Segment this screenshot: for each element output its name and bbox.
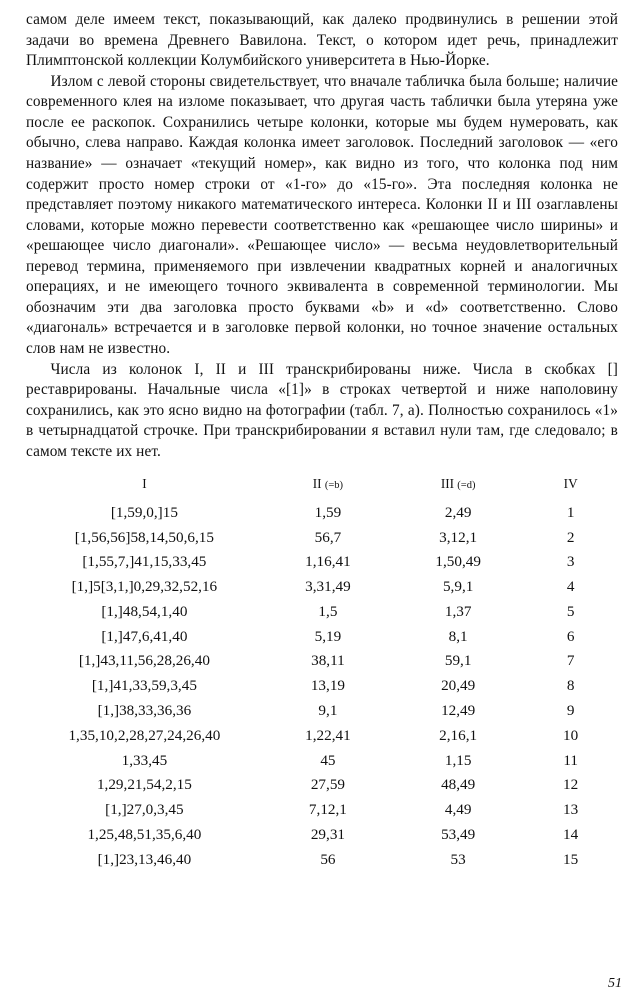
cell-col3: 12,49 xyxy=(441,702,476,720)
cell-col2: 27,59 xyxy=(310,776,345,794)
cell-col1: [1,]48,54,1,40 xyxy=(101,602,188,620)
column-header-1 xyxy=(26,474,263,500)
table-header-row xyxy=(26,474,618,500)
cell-col3: 8,1 xyxy=(448,627,468,645)
cell-col4: 10 xyxy=(563,726,579,744)
cell-col1: [1,55,7,]41,15,33,45 xyxy=(82,553,207,571)
cell-col2: 38,11 xyxy=(311,652,345,670)
cell-col1: [1,]43,11,56,28,26,40 xyxy=(78,652,210,670)
column-header-3 xyxy=(393,474,523,500)
paragraph-1: самом деле имеем текст, показывающий, как далеко продвинулись в решении этой задачи во времена Древнего Вавилона. Текст, о котором идет речь, принадлежит Плимптонской коллекции Колумбийского университета в Нью-Йорке. xyxy=(26,11,618,70)
column-header-3-main: III xyxy=(440,476,454,492)
table-row xyxy=(26,500,618,525)
cell-col2: 1,59 xyxy=(314,503,342,521)
table-row xyxy=(26,624,618,649)
cell-col3: 4,49 xyxy=(444,801,472,819)
cell-col4: 1 xyxy=(566,503,575,521)
cell-col4: 5 xyxy=(566,602,575,620)
column-header-2-main: II xyxy=(312,476,322,492)
cell-col1: 1,33,45 xyxy=(121,751,168,769)
paragraph-3: Числа из колонок I, II и III транскрибированы ниже. Числа в скобках [] реставрированы. Начальные числа «[1]» в строках четвертой и ниже наполовину сохранились, как это ясно видно на фотографии (табл. 7, а). Полностью сохранилось «1» в четырнадцатой строчке. При транскрибировании я вставил нули там, где следовало; в самом тексте их нет. xyxy=(26,360,618,460)
cell-col4: 7 xyxy=(566,652,575,670)
cell-col3: 53,49 xyxy=(441,825,476,843)
cell-col3: 59,1 xyxy=(444,652,472,670)
column-header-2-sub: (=b) xyxy=(324,480,344,492)
cell-col2: 7,12,1 xyxy=(308,801,347,819)
cell-col2: 45 xyxy=(320,751,336,769)
cell-col3: 20,49 xyxy=(441,677,476,695)
table-row xyxy=(26,649,618,674)
cell-col2: 9,1 xyxy=(318,702,338,720)
table-row xyxy=(26,773,618,798)
cell-col1: [1,]38,33,36,36 xyxy=(97,702,192,720)
cell-col1: 1,29,21,54,2,15 xyxy=(96,776,192,794)
cell-col2: 13,19 xyxy=(310,677,345,695)
cell-col4: 8 xyxy=(566,677,575,695)
transcription-table xyxy=(26,474,618,872)
column-header-2 xyxy=(263,474,393,500)
table-row xyxy=(26,748,618,773)
table-row xyxy=(26,674,618,699)
cell-col1: [1,59,0,]15 xyxy=(110,503,178,521)
table-row xyxy=(26,575,618,600)
cell-col4: 15 xyxy=(563,850,579,868)
column-header-1-main: I xyxy=(142,476,147,492)
cell-col1: [1,]23,13,46,40 xyxy=(97,850,192,868)
cell-col2: 1,16,41 xyxy=(305,553,351,571)
cell-col2: 1,22,41 xyxy=(305,726,351,744)
cell-col2: 56 xyxy=(320,850,336,868)
cell-col1: 1,25,48,51,35,6,40 xyxy=(87,825,202,843)
paragraph-2: Излом с левой стороны свидетельствует, что вначале табличка была больше; наличие современного клея на изломе показывает, что другая часть таблички была утеряна уже после ее раскопок. Сохранились четыре колонки, которые мы будем нумеровать, как обычно, слева направо. Каждая колонка имеет заголовок. Последний заголовок — «его название» — означает «текущий номер», как видно из того, что колонка под ним содержит просто номер строки от «1-го» до «15-го». Эта последняя колонка не представляет поэтому никакого математического интереса. Колонки II и III озаглавлены словами, которые можно перевести соответственно как «решающее число ширины» и «решающее число диагонали». «Решающее число» — весьма неудовлетворительный перевод термина, применяемого при извлечении квадратных корней и аналогичных операциях, и не имеющего точного эквивалента в современной терминологии. Мы обозначим эти два заголовка просто буквами «b» и «d» соответственно. Слово «диагональ» встречается и в заголовке первой колонки, но точное значение остальных слов нам не известно. xyxy=(26,72,618,357)
cell-col4: 13 xyxy=(563,801,579,819)
cell-col3: 1,37 xyxy=(444,602,472,620)
cell-col2: 29,31 xyxy=(310,825,345,843)
column-header-4 xyxy=(523,474,618,500)
table-row xyxy=(26,699,618,724)
cell-col2: 56,7 xyxy=(314,528,342,546)
cell-col1: [1,]47,6,41,40 xyxy=(101,627,188,645)
cell-col1: [1,]41,33,59,3,45 xyxy=(91,677,197,695)
cell-col1: [1,]27,0,3,45 xyxy=(105,801,184,819)
cell-col1: 1,35,10,2,28,27,24,26,40 xyxy=(68,726,221,744)
cell-col4: 9 xyxy=(566,702,575,720)
cell-col4: 3 xyxy=(566,553,575,571)
column-header-3-sub: (=d) xyxy=(457,480,476,492)
cell-col4: 2 xyxy=(566,528,575,546)
cell-col4: 12 xyxy=(563,776,579,794)
table-row xyxy=(26,847,618,872)
cell-col3: 2,16,1 xyxy=(439,726,478,744)
cell-col1: [1,]5[3,1,]0,29,32,52,16 xyxy=(71,578,218,596)
cell-col3: 48,49 xyxy=(441,776,476,794)
cell-col3: 1,50,49 xyxy=(435,553,481,571)
page-number: 51 xyxy=(608,976,622,991)
body-text-block xyxy=(26,10,618,462)
cell-col3: 1,15 xyxy=(444,751,472,769)
cell-col4: 6 xyxy=(566,627,575,645)
cell-col1: [1,56,56]58,14,50,6,15 xyxy=(74,528,214,546)
table-row xyxy=(26,823,618,848)
cell-col2: 1,5 xyxy=(318,602,338,620)
table-row xyxy=(26,798,618,823)
table-body xyxy=(26,500,618,872)
table-row xyxy=(26,525,618,550)
cell-col3: 3,12,1 xyxy=(439,528,478,546)
cell-col2: 5,19 xyxy=(314,627,342,645)
cell-col4: 4 xyxy=(566,578,575,596)
cell-col3: 5,9,1 xyxy=(442,578,474,596)
cell-col2: 3,31,49 xyxy=(305,578,351,596)
column-header-4-main: IV xyxy=(563,476,578,492)
table-row xyxy=(26,723,618,748)
cell-col4: 11 xyxy=(563,751,578,769)
cell-col3: 53 xyxy=(450,850,466,868)
cell-col4: 14 xyxy=(563,825,579,843)
table-row xyxy=(26,550,618,575)
table-row xyxy=(26,600,618,625)
cell-col3: 2,49 xyxy=(444,503,472,521)
